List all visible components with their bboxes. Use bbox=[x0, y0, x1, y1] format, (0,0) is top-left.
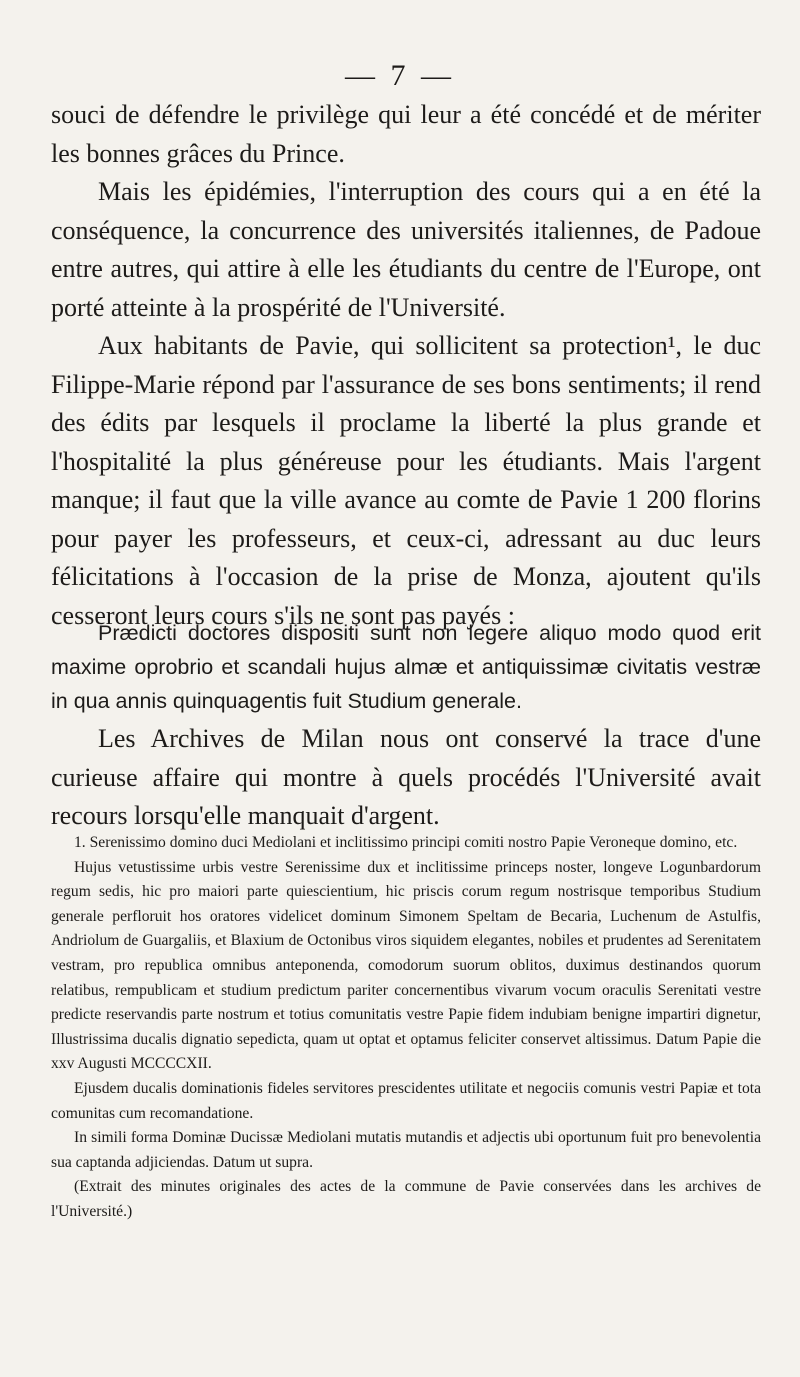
footnote-1-source: (Extrait des minutes originales des actes de la commune de Pavie conservées dans les archives de l'Université.) bbox=[51, 1178, 761, 1220]
paragraph-archives-milan: Les Archives de Milan nous ont conservé la trace d'une curieuse affaire qui montre à quels procédés l'Université avait recours lorsqu'elle manquait d'argent. bbox=[51, 724, 761, 830]
paragraph-pavie-inhabitants: Aux habitants de Pavie, qui sollicitent sa protection¹, le duc Filippe-Marie répond par l'assurance de ses bons sentiments; il rend des édits par lesquels il proclame la liberté la plus grande et l'hospitalité la plus généreuse pour les étudiants. Mais l'argent manque; il faut que la ville avance au comte de Pavie 1 200 florins pour payer les professeurs, et ceux-ci, adressant au duc leurs félicitations à l'occasion de la prise de Monza, ajoutent qu'ils cesseront leurs cours s'ils ne sont pas payés : bbox=[51, 331, 761, 630]
footnote-1-body: Hujus vetustissime urbis vestre Serenissime dux et inclitissime princeps noster, longeve Logunbardorum regum sedis, hic pro maiori parte quiescientium, hic priscis corum regum nostrisque temporibus Studium generale perfloruit hos oratores videlicet dominum Simonem Speltam de Becaria, Luchenum de Astulfis, Andriolum de Guargaliis, et Blaxium de Octonibus viros siquidem elegantes, nobiles et prudentes ad Serenitatem vestram, pro republica omnibus anteponenda, comodorum suorum oblitos, duximus destinandos quorum relatibus, rempublicam et studium predictum pariter concernentibus vivarum vocum oraculis Serenitati vestre predicte reservandis parte nostrum et totius comunitatis vestre Papie fidem indubiam benigne impartiri dignetur, Illustrissima ducalis dignatio sepedicta, quam ut optat et optamus feliciter conservet altissimus. Datum Papie die xxv Augusti MCCCCXII. bbox=[51, 858, 761, 1073]
latin-quote: Prædicti doctores dispositi sunt non legere aliquo modo quod erit maxime oprobrio et scandali hujus almæ et antiquissimæ civitatis vestræ in qua annis quinquagentis fuit Studium generale. bbox=[51, 621, 761, 713]
paragraph-continuation: souci de défendre le privilège qui leur a été concédé et de mériter les bonnes grâces du Prince. bbox=[51, 100, 761, 168]
latin-quote-block bbox=[51, 616, 761, 718]
footnotes bbox=[51, 831, 761, 1225]
page-number: — 7 — bbox=[345, 59, 455, 92]
footnote-1-similar-form: In simili forma Dominæ Ducissæ Mediolani mutatis mutandis et adjectis ubi oportunum fuit pro benevolentia sua captanda adjiciendas. Datum ut supra. bbox=[51, 1129, 761, 1171]
paragraph-epidemics: Mais les épidémies, l'interruption des cours qui a en été la conséquence, la concurrence des universités italiennes, de Padoue entre autres, qui attire à elle les étudiants du centre de l'Europe, ont porté atteinte à la prospérité de l'Université. bbox=[51, 177, 761, 322]
main-text bbox=[51, 96, 761, 635]
footnote-1-signature: Ejusdem ducalis dominationis fideles servitores prescidentes utilitate et negociis comunis vestri Papiæ et tota comunitas cum recomandatione. bbox=[51, 1079, 761, 1122]
closing-text bbox=[51, 720, 761, 836]
footnote-1-address: 1. Serenissimo domino duci Mediolani et inclitissimo principi comiti nostro Papie Veroneque domino, etc. bbox=[74, 834, 738, 851]
